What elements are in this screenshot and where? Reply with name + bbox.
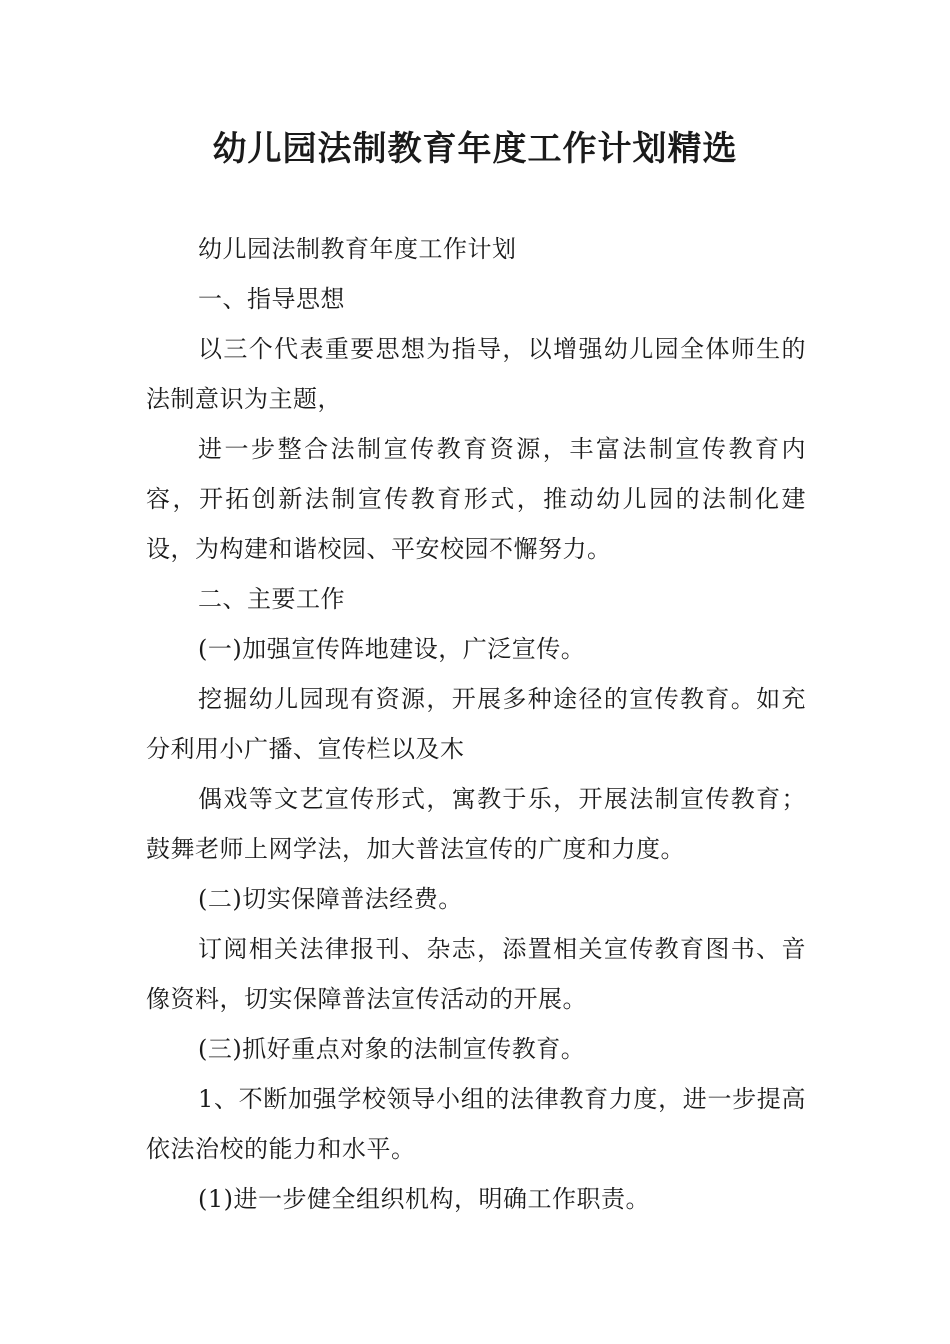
subsection-heading: (一)加强宣传阵地建设，广泛宣传。 <box>198 635 586 663</box>
document-title: 幼儿园法制教育年度工作计划精选 <box>212 129 738 169</box>
body-paragraph: 偶戏等文艺宣传形式，寓教于乐，开展法制宣传教育；鼓舞老师上网学法，加大普法宣传的广度和力度。 <box>146 785 806 863</box>
subsection-heading: (二)切实保障普法经费。 <box>198 885 463 913</box>
section-heading-guiding-ideology: 一、指导思想 <box>198 285 345 313</box>
body-paragraph: 1、不断加强学校领导小组的法律教育力度，进一步提高依法治校的能力和水平。 <box>146 1085 806 1163</box>
body-paragraph: 进一步整合法制宣传教育资源，丰富法制宣传教育内容，开拓创新法制宣传教育形式，推动幼儿园的法制化建设，为构建和谐校园、平安校园不懈努力。 <box>146 435 806 563</box>
section-heading-main-work: 二、主要工作 <box>198 585 345 613</box>
body-paragraph: (1)进一步健全组织机构，明确工作职责。 <box>198 1185 650 1213</box>
subtitle-paragraph: 幼儿园法制教育年度工作计划 <box>198 235 517 263</box>
body-paragraph: 挖掘幼儿园现有资源，开展多种途径的宣传教育。如充分利用小广播、宣传栏以及木 <box>146 685 806 763</box>
body-paragraph: 订阅相关法律报刊、杂志，添置相关宣传教育图书、音像资料，切实保障普法宣传活动的开展。 <box>146 935 806 1013</box>
document-body <box>146 224 806 1224</box>
subsection-heading: (三)抓好重点对象的法制宣传教育。 <box>198 1035 586 1063</box>
body-paragraph: 以三个代表重要思想为指导，以增强幼儿园全体师生的法制意识为主题， <box>146 335 806 413</box>
